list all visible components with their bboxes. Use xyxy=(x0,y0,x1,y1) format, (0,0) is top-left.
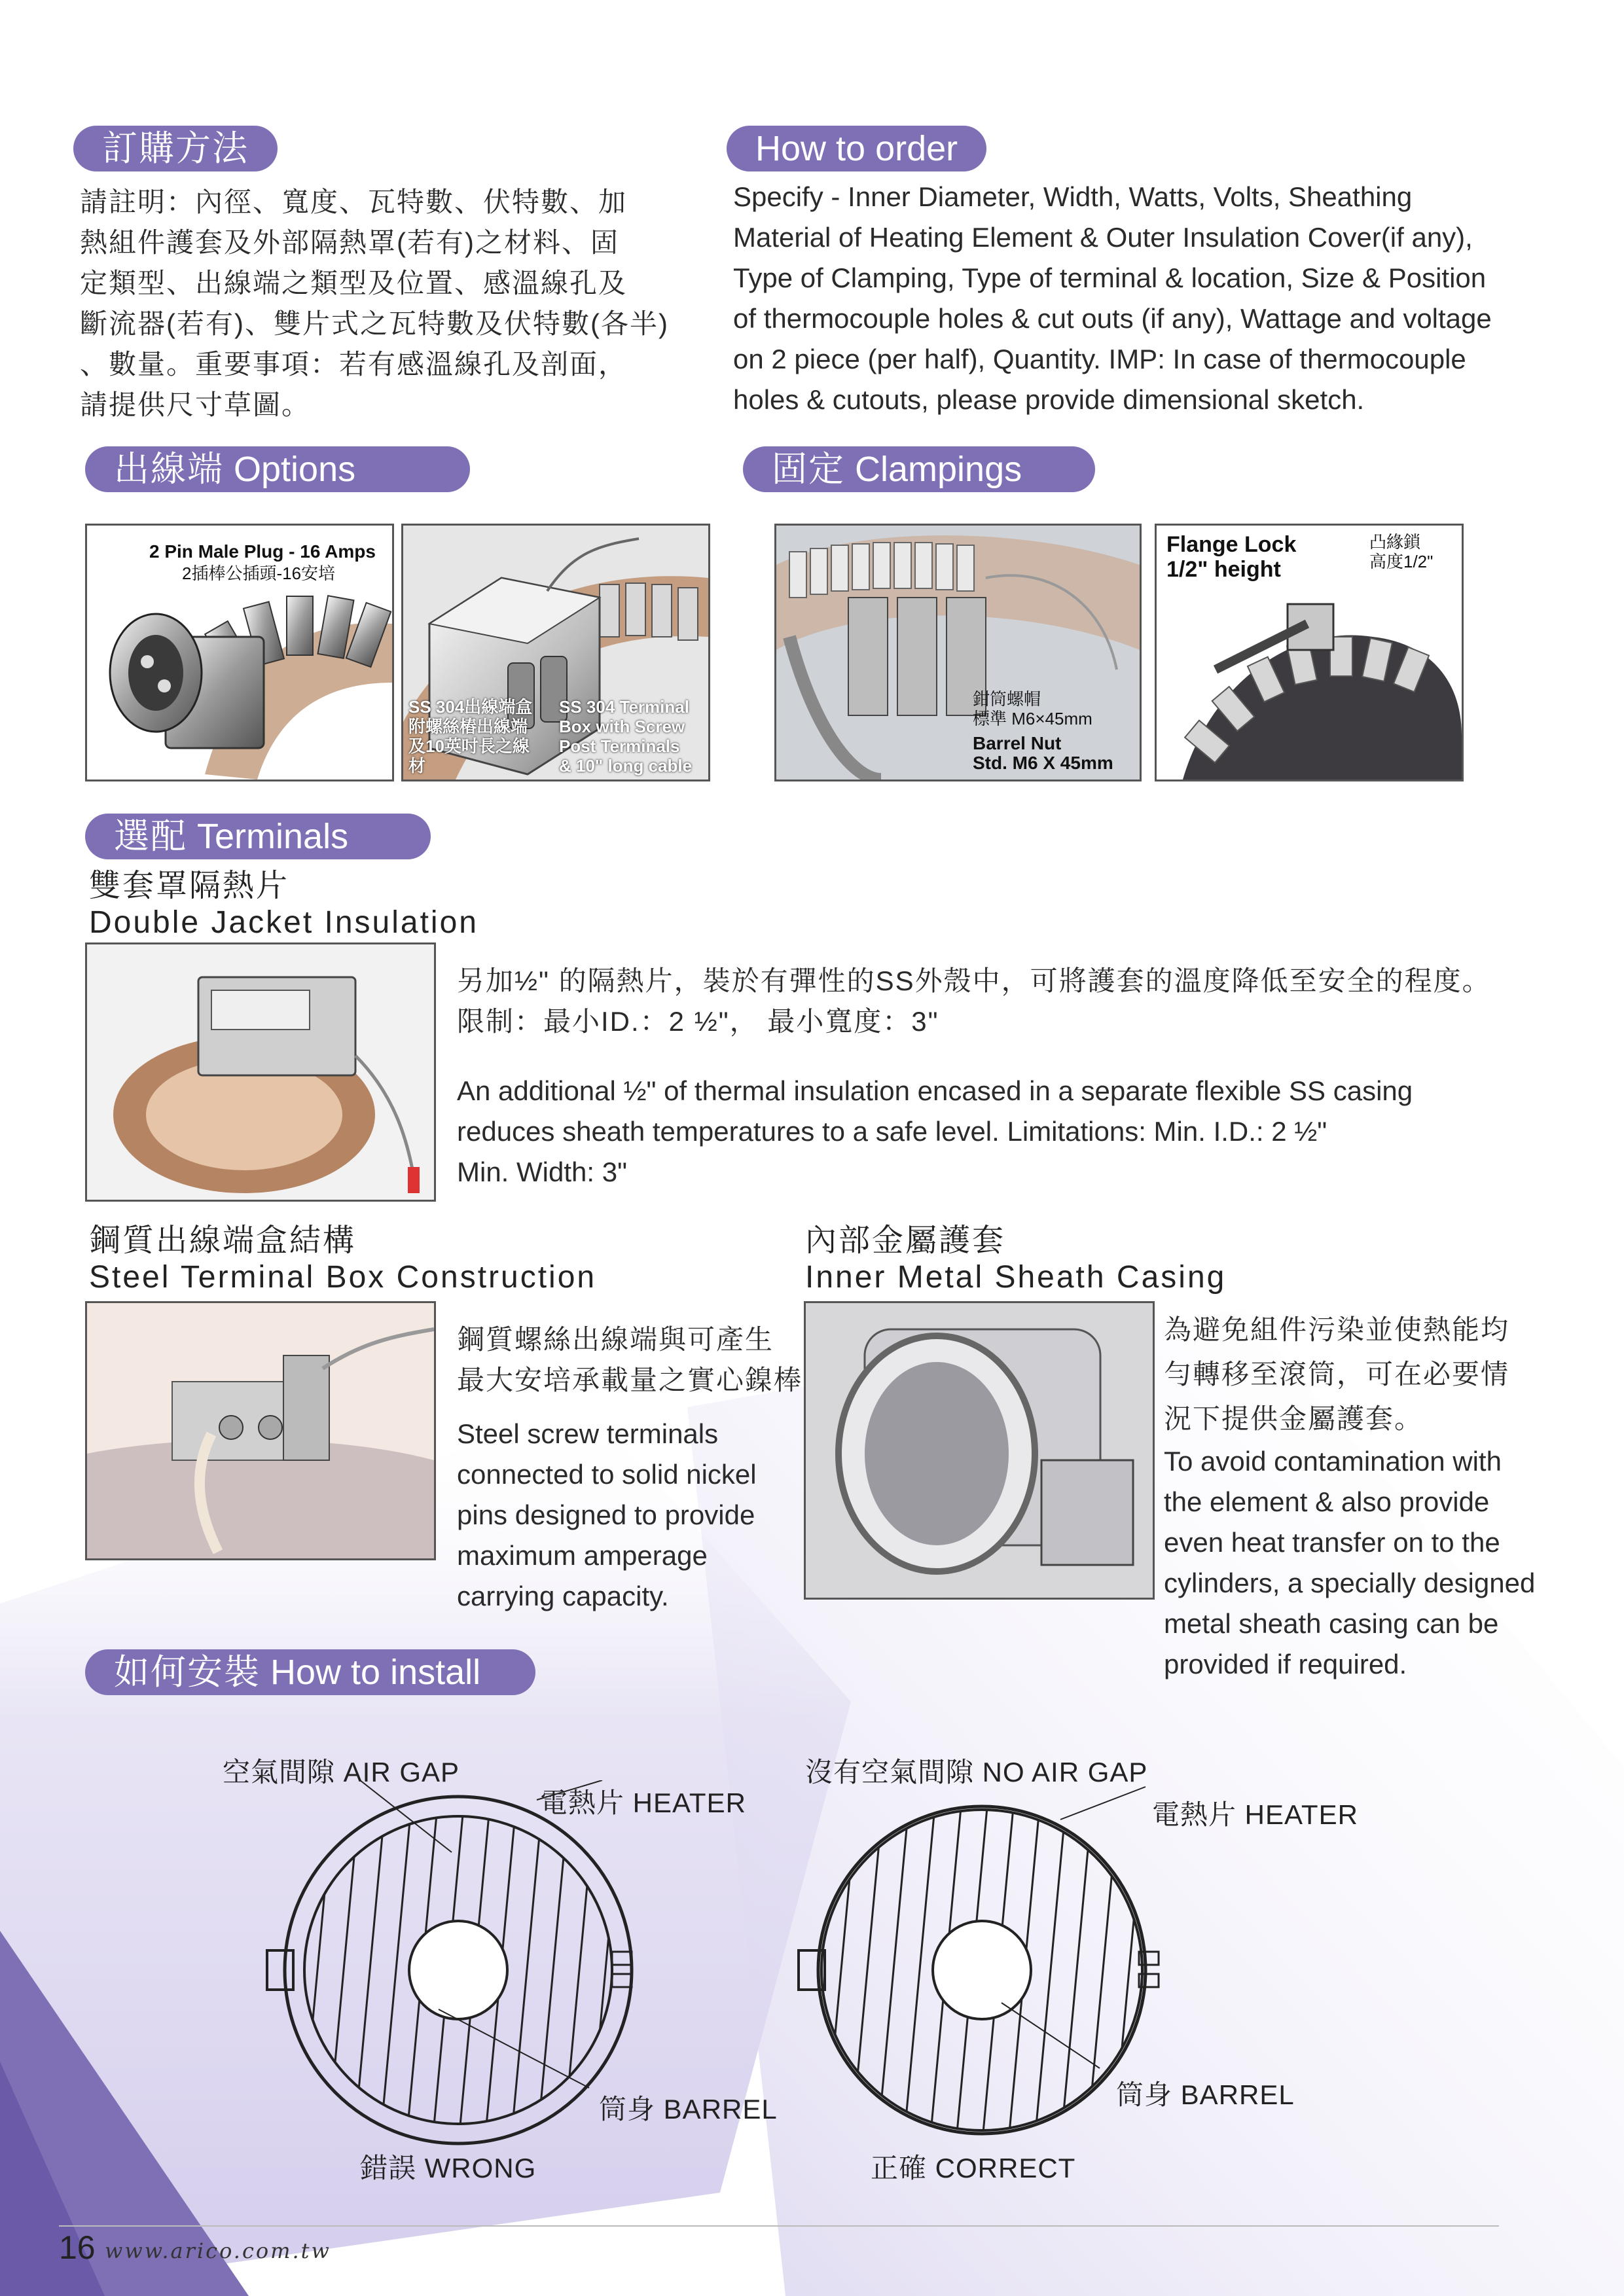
photo-inner-sheath xyxy=(804,1301,1155,1600)
order-en-line: of thermocouple holes & cut outs (if any), Wattage and voltage xyxy=(733,303,1492,334)
correct-heater-label: 電熱片 HEATER xyxy=(1152,1799,1358,1830)
order-en-line: Specify - Inner Diameter, Width, Watts, Volts, Sheathing xyxy=(733,181,1413,212)
install-title-en: How to install xyxy=(270,1653,481,1692)
box-caption-en xyxy=(559,697,692,776)
double-jacket-en-line: An additional ½" of thermal insulation encased in a separate flexible SS casing xyxy=(457,1075,1413,1106)
double-jacket-heading-en: Double Jacket Insulation xyxy=(89,905,478,940)
box-caption-zh-line: SS 304出線端盒 xyxy=(408,697,533,717)
footer-divider xyxy=(59,2225,1499,2227)
barrel-caption-line: Barrel Nut xyxy=(973,733,1062,753)
steel-box-en-line: connected to solid nickel xyxy=(457,1459,757,1490)
box-caption-zh-line: 附螺絲樁出線端 xyxy=(408,717,528,736)
inner-sheath-zh-line: 勻轉移至滾筒，可在必要情 xyxy=(1164,1359,1510,1390)
double-jacket-heading-zh: 雙套罩隔熱片 xyxy=(89,869,290,903)
wrong-heater-label: 電熱片 HEATER xyxy=(540,1787,746,1818)
photo-terminal-box xyxy=(401,524,710,781)
inner-sheath-illustration xyxy=(806,1303,1153,1598)
photo-flange-lock xyxy=(1155,524,1464,781)
steel-box-heading-en: Steel Terminal Box Construction xyxy=(89,1260,597,1295)
box-caption-zh-line: 材 xyxy=(408,756,426,776)
box-caption-en-line: & 10" long cable xyxy=(559,756,693,776)
install-title-pill xyxy=(85,1649,535,1695)
steel-box-en-line: carrying capacity. xyxy=(457,1581,669,1611)
correct-label: 正確 CORRECT xyxy=(871,2153,1076,2183)
photo-double-jacket xyxy=(85,942,436,1202)
wrong-install-diagram xyxy=(262,1780,655,2147)
terminals-title-pill xyxy=(85,814,431,859)
inner-sheath-en-line: provided if required. xyxy=(1164,1649,1407,1679)
barrel-caption-zh xyxy=(973,689,1092,728)
wrong-airgap-label: 空氣間隙 AIR GAP xyxy=(223,1757,460,1787)
correct-barrel-label: 筒身 BARREL xyxy=(1116,2079,1295,2110)
box-caption-zh-line: 及10英吋長之線 xyxy=(408,736,530,756)
flange-caption-line: 1/2" height xyxy=(1166,557,1281,582)
barrel-caption-line: 鉗筒螺帽 xyxy=(973,689,1041,709)
steel-box-en-line: pins designed to provide xyxy=(457,1499,755,1530)
terminals-title-en: Terminals xyxy=(197,817,349,856)
order-zh-title: 訂購方法 xyxy=(102,129,249,168)
steel-box-heading-zh: 鋼質出線端盒結構 xyxy=(89,1223,357,1258)
steel-box-zh-text xyxy=(457,1319,803,1401)
install-title-zh: 如何安裝 xyxy=(114,1653,261,1692)
page-number: 16 xyxy=(59,2229,96,2266)
clampings-title-zh: 固定 xyxy=(772,450,845,489)
order-zh-line: 請註明：內徑、寬度、瓦特數、伏特數、加 xyxy=(80,187,628,217)
inner-sheath-en-line: To avoid contamination with xyxy=(1164,1446,1502,1477)
double-jacket-en-line: reduces sheath temperatures to a safe level. Limitations: Min. I.D.: 2 ½" xyxy=(457,1116,1327,1147)
flange-caption-line: 高度1/2" xyxy=(1369,552,1434,571)
order-en-line: Type of Clamping, Type of terminal & location, Size & Position xyxy=(733,262,1487,293)
terminals-title-zh: 選配 xyxy=(114,817,187,856)
order-title-pill xyxy=(73,126,278,171)
flange-caption-line: 凸緣鎖 xyxy=(1369,532,1421,552)
inner-sheath-heading-zh: 內部金屬護套 xyxy=(805,1223,1006,1258)
order-en-text xyxy=(733,177,1492,420)
inner-sheath-en-line: the element & also provide xyxy=(1164,1486,1490,1517)
double-jacket-en-line: Min. Width: 3" xyxy=(457,1157,627,1187)
flange-caption-en xyxy=(1166,532,1296,582)
barrel-caption-en xyxy=(973,734,1113,773)
double-jacket-zh-line: 另加½" 的隔熱片，裝於有彈性的SS外殼中，可將護套的溫度降低至安全的程度。 xyxy=(457,965,1491,996)
inner-sheath-heading-en: Inner Metal Sheath Casing xyxy=(805,1260,1227,1295)
plug-caption-en: 2 Pin Male Plug - 16 Amps xyxy=(149,541,376,562)
photo-male-plug xyxy=(85,524,394,781)
order-zh-text xyxy=(80,182,669,425)
flange-caption-line: Flange Lock xyxy=(1166,532,1297,557)
double-jacket-en-text xyxy=(457,1071,1413,1193)
inner-sheath-en-line: cylinders, a specially designed xyxy=(1164,1568,1536,1598)
photo-barrel-nut xyxy=(774,524,1142,781)
inner-sheath-en-text xyxy=(1164,1441,1535,1685)
wrong-barrel-label: 筒身 BARREL xyxy=(599,2094,778,2125)
inner-sheath-zh-line: 為避免組件污染並使熱能均 xyxy=(1164,1314,1510,1345)
inner-sheath-en-line: even heat transfer on to the xyxy=(1164,1527,1500,1558)
box-caption-en-line: SS 304 Terminal xyxy=(559,697,689,717)
order-zh-line: 定類型、出線端之類型及位置、感溫線孔及 xyxy=(80,268,628,298)
box-caption-en-line: Box with Screw xyxy=(559,717,685,736)
order-zh-line: 斷流器(若有)、雙片式之瓦特數及伏特數(各半) xyxy=(80,308,669,339)
inner-sheath-en-line: metal sheath casing can be xyxy=(1164,1608,1499,1639)
order-en-line: Material of Heating Element & Outer Insulation Cover(if any), xyxy=(733,222,1473,253)
steel-box-en-line: Steel screw terminals xyxy=(457,1418,719,1449)
double-jacket-zh-text xyxy=(457,961,1491,1042)
steel-box-zh-line: 最大安培承載量之實心鎳棒 xyxy=(457,1365,803,1395)
clampings-title-pill xyxy=(743,446,1095,492)
options-title-pill xyxy=(85,446,470,492)
plug-caption-zh: 2插棒公插頭-16安培 xyxy=(182,564,336,583)
order-en-title: How to order xyxy=(755,129,958,168)
inner-sheath-zh-line: 況下提供金屬護套。 xyxy=(1164,1403,1424,1434)
order-zh-line: 熱組件護套及外部隔熱罩(若有)之材料、固 xyxy=(80,227,619,258)
correct-noairgap-label: 沒有空氣間隙 NO AIR GAP xyxy=(805,1757,1148,1787)
order-en-title-pill xyxy=(727,126,986,171)
order-zh-line: 請提供尺寸草圖。 xyxy=(80,389,311,420)
double-jacket-illustration xyxy=(87,944,434,1200)
box-caption-zh xyxy=(408,697,532,776)
steel-box-en-line: maximum amperage xyxy=(457,1540,708,1571)
box-caption-en-line: Post Terminals xyxy=(559,736,680,756)
steel-box-en-text xyxy=(457,1414,757,1617)
options-title-zh: 出線端 xyxy=(114,450,224,489)
barrel-caption-line: Std. M6 X 45mm xyxy=(973,753,1113,773)
double-jacket-zh-line: 限制：最小ID.：2 ½"， 最小寬度：3" xyxy=(457,1006,939,1037)
flange-caption-zh xyxy=(1369,532,1433,571)
inner-sheath-zh-text xyxy=(1164,1308,1509,1441)
clampings-title-en: Clampings xyxy=(855,450,1022,489)
options-title-en: Options xyxy=(234,450,356,489)
photo-steel-box xyxy=(85,1301,436,1560)
wrong-label: 錯誤 WRONG xyxy=(360,2153,537,2183)
order-zh-line: 、數量。重要事項：若有感溫線孔及剖面， xyxy=(80,349,628,380)
steel-box-illustration xyxy=(87,1303,434,1558)
footer-url: www.arico.com.tw xyxy=(105,2238,331,2263)
order-en-line: holes & cutouts, please provide dimensional sketch. xyxy=(733,384,1365,415)
barrel-caption-line: 標準 M6×45mm xyxy=(973,709,1092,728)
order-en-line: on 2 piece (per half), Quantity. IMP: In case of thermocouple xyxy=(733,344,1466,374)
steel-box-zh-line: 鋼質螺絲出線端與可產生 xyxy=(457,1324,774,1355)
